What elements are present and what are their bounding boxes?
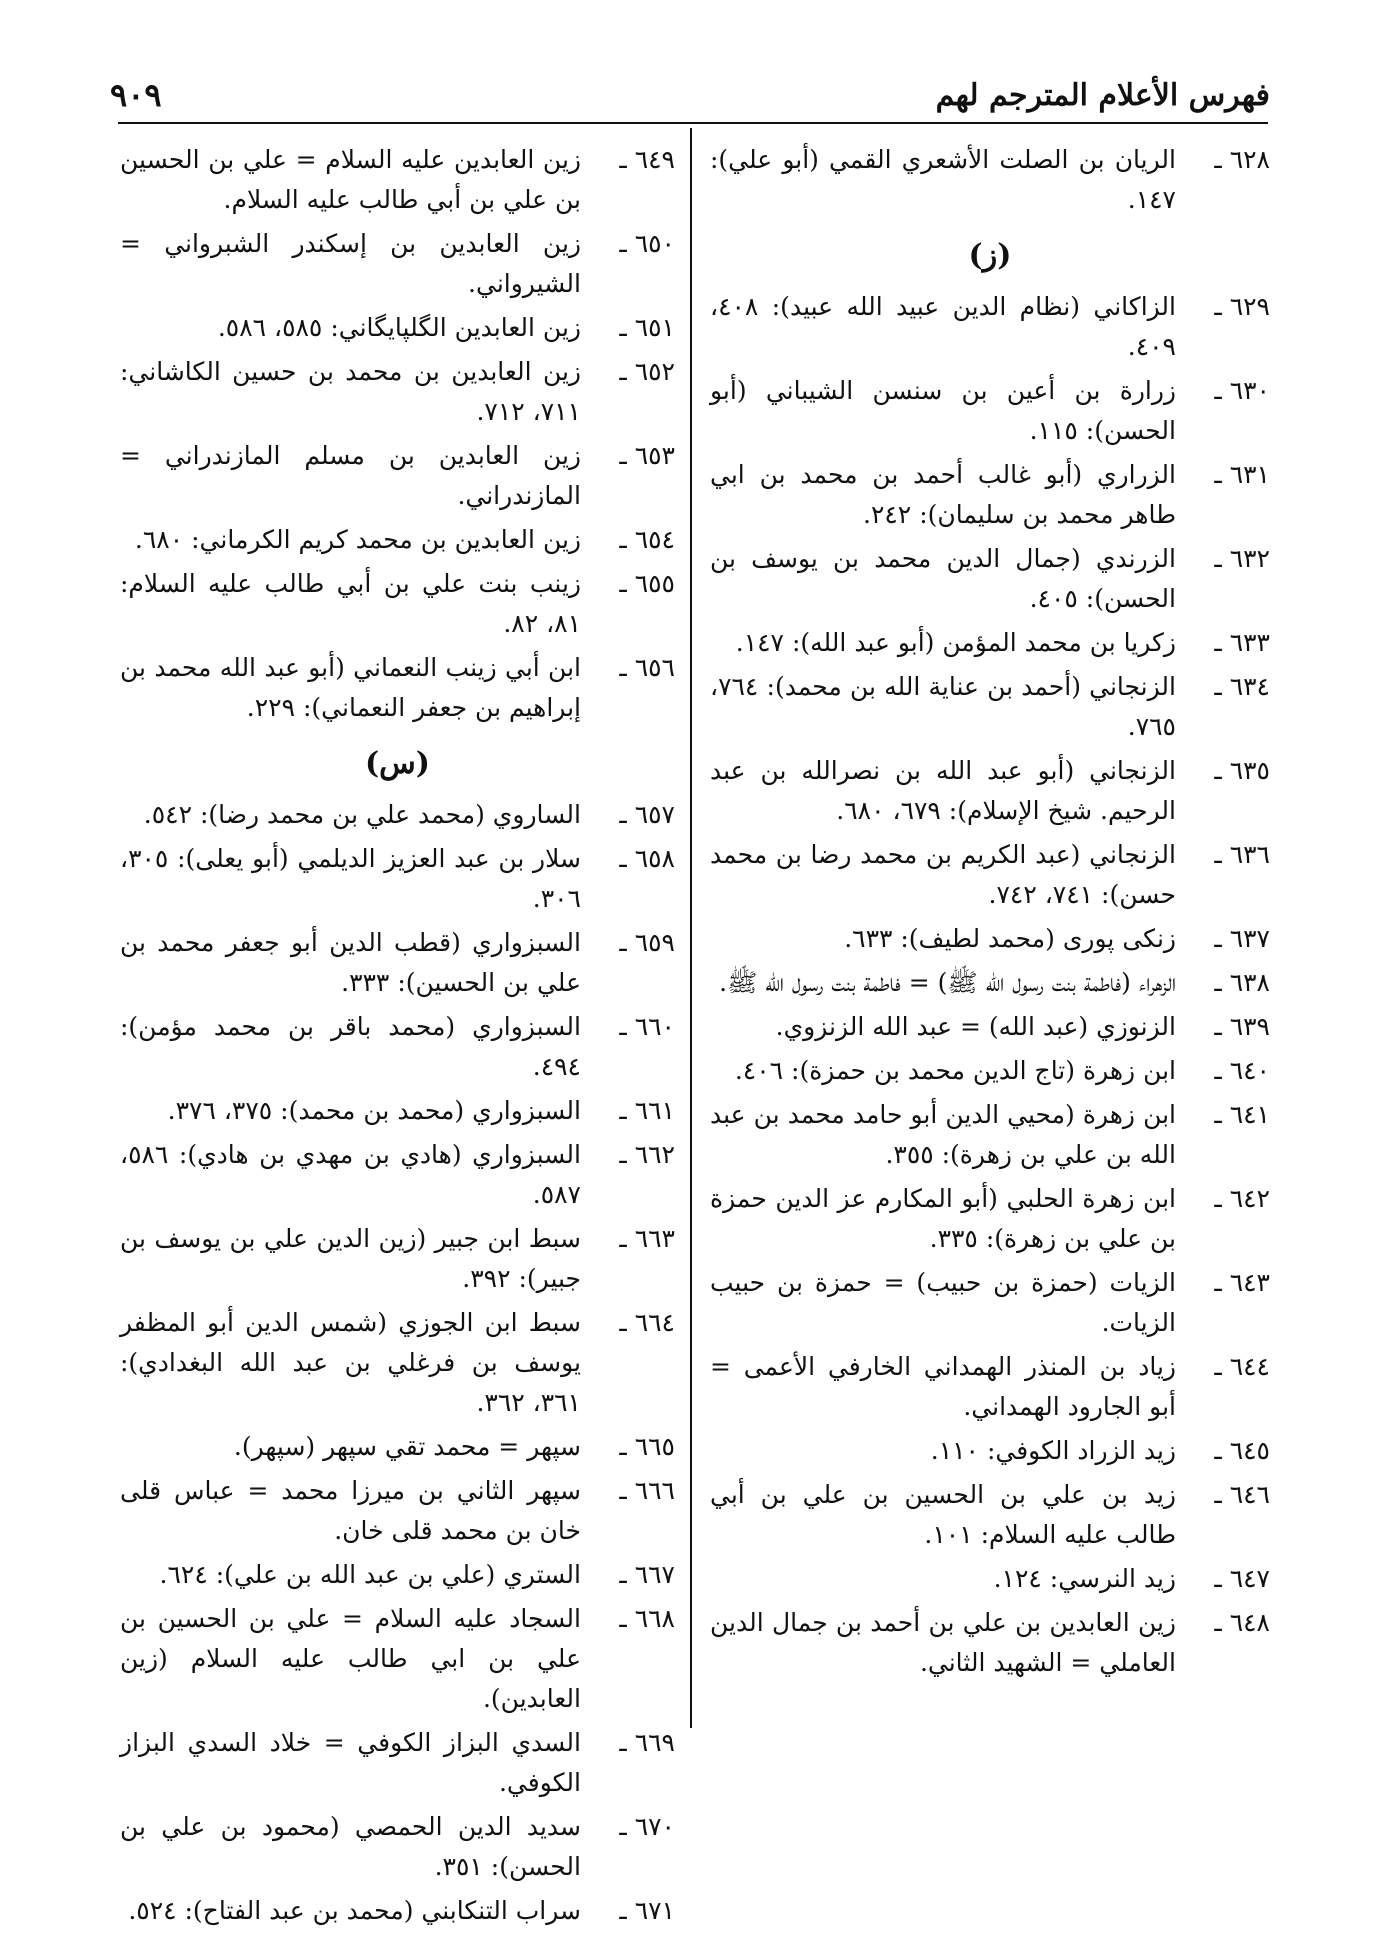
- entry-number: ٦٣٤ ـ: [1214, 672, 1270, 701]
- entry-number: ٦٤٦ ـ: [1214, 1480, 1270, 1509]
- running-title: فهرس الأعلام المترجم لهم: [935, 77, 1270, 113]
- entry-text: زين العابدين بن علي بن أحمد بن جمال الدين العاملي = الشهيد الثاني.: [710, 1608, 1176, 1677]
- index-entry: [120, 224, 675, 304]
- index-entry: [710, 539, 1270, 619]
- index-entry: [120, 1471, 675, 1551]
- index-entry: [710, 1475, 1270, 1555]
- entry-text: زينب بنت علي بن أبي طالب عليه السلام: ٨١، ٨٢.: [120, 569, 581, 638]
- entry-text: زيد النرسي: ١٢٤.: [993, 1564, 1176, 1593]
- entry-number: ٦٦٨ ـ: [619, 1604, 675, 1633]
- left-column: [120, 140, 675, 1935]
- index-entry: [710, 1051, 1270, 1091]
- index-entry: [120, 1807, 675, 1887]
- entry-text: زين العابدين عليه السلام = علي بن الحسين بن علي بن أبي طالب عليه السلام.: [120, 145, 581, 214]
- index-entry: [710, 919, 1270, 959]
- entry-number: ٦٣٣ ـ: [1214, 628, 1270, 657]
- index-entry: [710, 1095, 1270, 1175]
- entry-number: ٦٧١ ـ: [619, 1896, 675, 1925]
- entry-text: زكريا بن محمد المؤمن (أبو عبد الله): ١٤٧.: [735, 628, 1176, 657]
- entry-number: ٦٦٦ ـ: [619, 1476, 675, 1505]
- index-entry: [710, 287, 1270, 367]
- entry-text: الريان بن الصلت الأشعري القمي (أبو علي): ١٤٧.: [710, 145, 1176, 214]
- index-entry: [120, 1427, 675, 1467]
- entry-text: سپهر الثاني بن ميرزا محمد = عباس قلى خان بن محمد قلى خان.: [120, 1476, 581, 1545]
- entry-text: سديد الدين الحمصي (محمود بن علي بن الحسن): ٣٥١.: [120, 1812, 581, 1881]
- entry-text: زياد بن المنذر الهمداني الخارفي الأعمى = أبو الجارود الهمداني.: [710, 1352, 1176, 1421]
- index-entry: [120, 1007, 675, 1087]
- index-entry: [710, 1007, 1270, 1047]
- column-divider: [690, 128, 692, 1728]
- entry-text: السبزواري (قطب الدين أبو جعفر محمد بن علي بن الحسين): ٣٣٣.: [120, 928, 581, 997]
- entry-number: ٦٣٩ ـ: [1214, 1012, 1270, 1041]
- index-entry: [710, 1431, 1270, 1471]
- entry-number: ٦٥٨ ـ: [619, 844, 675, 873]
- index-entry: [120, 648, 675, 728]
- index-entry: [120, 923, 675, 1003]
- entry-text: زين العابدين الگلپايگاني: ٥٨٥، ٥٨٦.: [217, 313, 581, 342]
- entry-number: ٦٦٩ ـ: [619, 1728, 675, 1757]
- entry-number: ٦٤٧ ـ: [1214, 1564, 1270, 1593]
- entry-text: سپهر = محمد تقي سپهر (سپهر).: [233, 1432, 581, 1461]
- entry-number: ٦٥٢ ـ: [619, 357, 675, 386]
- entry-text: زيد بن علي بن الحسين بن علي بن أبي طالب عليه السلام: ١٠١.: [710, 1480, 1176, 1549]
- entry-number: ٦٣٨ ـ: [1214, 968, 1270, 997]
- index-entry: [120, 839, 675, 919]
- entry-text: الزهراء (فاطمة بنت رسول الله ﷺ) = فاطمة بنت رسول الله ﷺ.: [719, 968, 1176, 997]
- index-entry: [710, 1603, 1270, 1683]
- index-entry: [120, 1303, 675, 1423]
- entry-number: ٦٦١ ـ: [619, 1096, 675, 1125]
- entry-text: زين العابدين بن مسلم المازندراني = المازندراني.: [120, 441, 581, 510]
- entry-number: ٦٦٣ ـ: [619, 1224, 675, 1253]
- entry-text: السجاد عليه السلام = علي بن الحسين بن علي بن ابي طالب عليه السلام (زين العابدين).: [120, 1604, 581, 1713]
- entry-text: زيد الزراد الكوفي: ١١٠.: [930, 1436, 1176, 1465]
- entry-text: السبزواري (محمد بن محمد): ٣٧٥، ٣٧٦.: [167, 1096, 581, 1125]
- index-entry: [710, 623, 1270, 663]
- section-letter-heading: (س): [364, 746, 430, 781]
- entry-text: الزنجاني (عبد الكريم بن محمد رضا بن محمد حسن): ٧٤١، ٧٤٢.: [710, 840, 1176, 909]
- entry-number: ٦٥٧ ـ: [619, 800, 675, 829]
- entry-number: ٦٤٣ ـ: [1214, 1268, 1270, 1297]
- entry-text: سلار بن عبد العزيز الديلمي (أبو يعلى): ٣٠٥، ٣٠٦.: [120, 844, 581, 913]
- entry-number: ٦٣٦ ـ: [1214, 840, 1270, 869]
- index-entry: [120, 1219, 675, 1299]
- entry-number: ٦٣٢ ـ: [1214, 544, 1270, 573]
- entry-text: الزنجاني (أحمد بن عناية الله بن محمد): ٧٦٤، ٧٦٥.: [710, 672, 1176, 741]
- index-entry: [120, 564, 675, 644]
- entry-text: زنكى پورى (محمد لطيف): ٦٣٣.: [844, 924, 1176, 953]
- entry-number: ٦٦٠ ـ: [619, 1012, 675, 1041]
- index-entry: [710, 1179, 1270, 1259]
- index-entry: [120, 795, 675, 835]
- entry-number: ٦٣٧ ـ: [1214, 924, 1270, 953]
- index-entry: [120, 1091, 675, 1131]
- entry-text: السدي البزاز الكوفي = خلاد السدي البزاز الكوفي.: [120, 1728, 581, 1797]
- index-entry: [120, 1135, 675, 1215]
- index-entry: [710, 455, 1270, 535]
- entry-number: ٦٦٤ ـ: [619, 1308, 675, 1337]
- entry-text: الزيات (حمزة بن حبيب) = حمزة بن حبيب الزيات.: [710, 1268, 1176, 1337]
- entry-number: ٦٣٥ ـ: [1214, 756, 1270, 785]
- index-entry: [120, 140, 675, 220]
- entry-number: ٦٦٧ ـ: [619, 1560, 675, 1589]
- entry-number: ٦٥٣ ـ: [619, 441, 675, 470]
- index-entry: [710, 751, 1270, 831]
- entry-number: ٦٤١ ـ: [1214, 1100, 1270, 1129]
- index-entry: [710, 667, 1270, 747]
- index-entry: [120, 1891, 675, 1931]
- right-column: [710, 140, 1270, 1687]
- entry-number: ٦٥٥ ـ: [619, 569, 675, 598]
- entry-number: ٦٤٨ ـ: [1214, 1608, 1270, 1637]
- entry-number: ٦٧٠ ـ: [619, 1812, 675, 1841]
- entry-number: ٦٤٠ ـ: [1214, 1056, 1270, 1085]
- entry-number: ٦٥١ ـ: [619, 313, 675, 342]
- entry-text: ابن زهرة (محيي الدين أبو حامد محمد بن عبد الله بن علي بن زهرة): ٣٥٥.: [710, 1100, 1176, 1169]
- entry-text: الزنوزي (عبد الله) = عبد الله الزنزوي.: [775, 1012, 1176, 1041]
- entry-number: ٦٣٠ ـ: [1214, 376, 1270, 405]
- entry-text: الزراري (أبو غالب أحمد بن محمد بن ابي طاهر محمد بن سليمان): ٢٤٢.: [710, 460, 1176, 529]
- entry-number: ٦٥٦ ـ: [619, 653, 675, 682]
- entry-number: ٦٤٤ ـ: [1214, 1352, 1270, 1381]
- index-entry: [710, 1347, 1270, 1427]
- entry-text: السبزواري (محمد باقر بن محمد مؤمن): ٤٩٤.: [120, 1012, 581, 1081]
- section-letter-heading: (ز): [968, 238, 1012, 273]
- index-entry: [120, 308, 675, 348]
- entry-text: سراب التنكابني (محمد بن عبد الفتاح): ٥٢٤.: [128, 1896, 581, 1925]
- entry-text: سبط ابن الجوزي (شمس الدين أبو المظفر يوسف بن فرغلي بن عبد الله البغدادي): ٣٦١، ٣٦٢.: [120, 1308, 581, 1417]
- entry-text: الزنجاني (أبو عبد الله بن نصرالله بن عبد الرحيم. شيخ الإسلام): ٦٧٩، ٦٨٠.: [710, 756, 1176, 825]
- index-entry: [710, 1559, 1270, 1599]
- entry-text: ابن زهرة (تاج الدين محمد بن حمزة): ٤٠٦.: [734, 1056, 1176, 1085]
- entry-number: ٦٥٩ ـ: [619, 928, 675, 957]
- entry-number: ٦٦٥ ـ: [619, 1432, 675, 1461]
- entry-number: ٦٥٤ ـ: [619, 525, 675, 554]
- entry-text: زين العابدين بن محمد بن حسين الكاشاني: ٧١١، ٧١٢.: [120, 357, 581, 426]
- entry-number: ٦٤٩ ـ: [619, 145, 675, 174]
- index-entry: [120, 1599, 675, 1719]
- entry-number: ٦٦٢ ـ: [619, 1140, 675, 1169]
- index-entry: [120, 1723, 675, 1803]
- entry-text: ابن زهرة الحلبي (أبو المكارم عز الدين حمزة بن علي بن زهرة): ٣٣٥.: [710, 1184, 1176, 1253]
- entry-text: السبزواري (هادي بن مهدي بن هادي): ٥٨٦، ٥٨٧.: [120, 1140, 581, 1209]
- header-rule: [118, 122, 1268, 124]
- index-entry: [120, 520, 675, 560]
- entry-text: زين العابدين بن محمد كريم الكرماني: ٦٨٠.: [134, 525, 581, 554]
- index-entry: [710, 140, 1270, 220]
- index-entry: [120, 1555, 675, 1595]
- index-entry: [710, 963, 1270, 1003]
- entry-number: ٦٥٠ ـ: [619, 229, 675, 258]
- page-header: [110, 70, 1270, 120]
- index-entry: [120, 352, 675, 432]
- entry-number: ٦٤٢ ـ: [1214, 1184, 1270, 1213]
- entry-number: ٦٤٥ ـ: [1214, 1436, 1270, 1465]
- index-entry: [120, 436, 675, 516]
- entry-text: الزرندي (جمال الدين محمد بن يوسف بن الحسن): ٤٠٥.: [710, 544, 1176, 613]
- entry-number: ٦٢٨ ـ: [1214, 145, 1270, 174]
- entry-text: الساروي (محمد علي بن محمد رضا): ٥٤٢.: [143, 800, 581, 829]
- index-entry: [710, 371, 1270, 451]
- entry-number: ٦٢٩ ـ: [1214, 292, 1270, 321]
- entry-text: زين العابدين بن إسكندر الشبرواني = الشيرواني.: [120, 229, 581, 298]
- index-entry: [710, 1263, 1270, 1343]
- index-entry: [710, 835, 1270, 915]
- entry-text: سبط ابن جبير (زين الدين علي بن يوسف بن جبير): ٣٩٢.: [120, 1224, 581, 1293]
- entry-text: الستري (علي بن عبد الله بن علي): ٦٢٤.: [159, 1560, 581, 1589]
- entry-text: زرارة بن أعين بن سنسن الشيباني (أبو الحسن): ١١٥.: [710, 376, 1176, 445]
- entry-text: الزاكاني (نظام الدين عبيد الله عبيد): ٤٠٨، ٤٠٩.: [710, 292, 1176, 361]
- page-number: ٩٠٩: [110, 76, 162, 114]
- entry-text: ابن أبي زينب النعماني (أبو عبد الله محمد بن إبراهيم بن جعفر النعماني): ٢٢٩.: [120, 653, 581, 722]
- entry-number: ٦٣١ ـ: [1214, 460, 1270, 489]
